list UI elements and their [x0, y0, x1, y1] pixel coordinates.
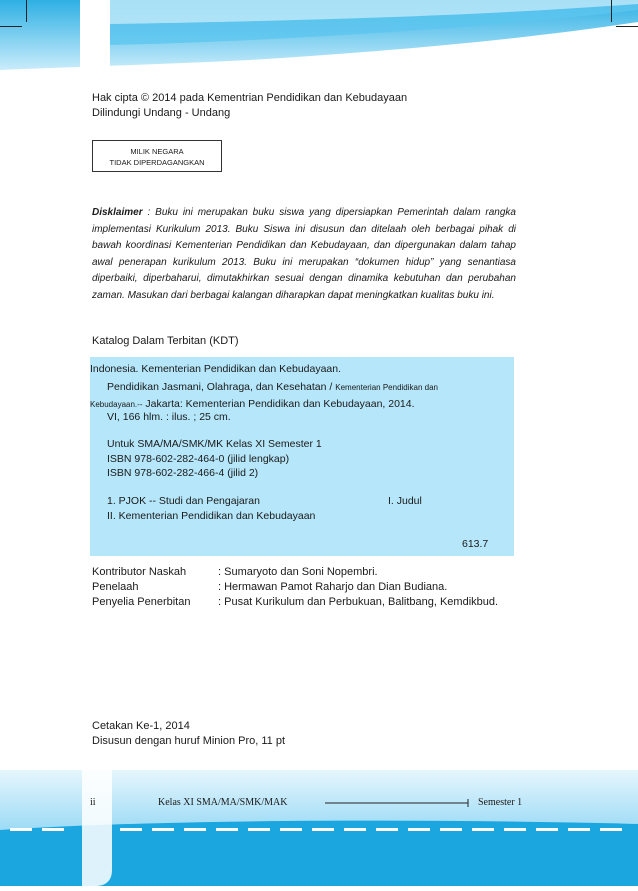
- catalog-isbn-2: ISBN 978-602-282-466-4 (jilid 2): [107, 467, 259, 479]
- credit-role-reviewer: Penelaah: [92, 581, 139, 593]
- credit-value-contributor: : Sumaryoto dan Soni Nopembri.: [218, 566, 378, 578]
- credit-value-publisher: : Pusat Kurikulum dan Perbukuan, Balitbang, Kemdikbud.: [218, 596, 499, 608]
- copyright-line: Hak cipta © 2014 pada Kementrian Pendidikan dan Kebudayaan: [92, 92, 408, 104]
- state-property-stamp: [92, 140, 222, 172]
- catalog-class-number: 613.7: [462, 538, 489, 550]
- catalog-line-2: [107, 380, 438, 395]
- crop-mark: [0, 26, 22, 27]
- catalog-line-5: Untuk SMA/MA/SMK/MK Kelas XI Semester 1: [107, 438, 322, 450]
- catalog-line-4: VI, 166 hlm. : ilus. ; 25 cm.: [107, 411, 231, 423]
- catalog-line-3a: Kebudayaan.--: [90, 400, 143, 409]
- credit-role-contributor: Kontributor Naskah: [92, 566, 187, 578]
- page-number: ii: [90, 797, 96, 808]
- credit-role-publisher: Penyelia Penerbitan: [92, 596, 191, 608]
- stamp-line-1: MILIK NEGARA: [130, 147, 184, 156]
- catalog-line-1: Indonesia. Kementerian Pendidikan dan Kebudayaan.: [90, 363, 342, 375]
- disclaimer-text: : Buku ini merupakan buku siswa yang dipersiapkan Pemerintah dalam rangka implementasi Kurikulum 2013. Buku Siswa ini disusun dan ditelaah oleh berbagai pihak di bawah koordinasi Kementerian Pendidikan dan Kebudayaan, dan dipergunakan dalam tahap awal penerapan kurikulum 2013. Buku ini merupakan “dokumen hidup” yang senantiasa diperbaiki, diperbaharui, dimutakhirkan sesuai dengan dinamika kebutuhan dan perubahan zaman. Masukan dari berbagai kalangan diharapkan dapat meningkatkan kualitas buku ini.: [92, 207, 516, 301]
- protection-line: Dilindungi Undang - Undang: [92, 107, 231, 119]
- printing-edition: Cetakan Ke-1, 2014: [92, 720, 190, 732]
- catalog-line-3b: Jakarta: Kementerian Pendidikan dan Kebudayaan, 2014.: [145, 398, 415, 410]
- catalog-line-2a: Pendidikan Jasmani, Olahraga, dan Kesehatan /: [107, 381, 333, 393]
- catalog-subject-2: II. Kementerian Pendidikan dan Kebudayaan: [107, 510, 316, 522]
- disclaimer-label: Disklaimer: [92, 207, 143, 218]
- footer-semester: Semester 1: [478, 797, 523, 808]
- crop-mark: [26, 0, 27, 22]
- catalog-line-2b: Kementerian Pendidikan dan: [335, 383, 438, 392]
- disclaimer-paragraph: [92, 205, 516, 304]
- spine-gap: [80, 0, 110, 72]
- catalog-isbn-1: ISBN 978-602-282-464-0 (jilid lengkap): [107, 453, 290, 465]
- catalog-heading: Katalog Dalam Terbitan (KDT): [92, 335, 239, 347]
- printing-typeface: Disusun dengan huruf Minion Pro, 11 pt: [92, 735, 286, 747]
- catalog-title-entry: I. Judul: [388, 495, 422, 507]
- footer-class-title: Kelas XI SMA/MA/SMK/MAK: [158, 797, 288, 808]
- crop-mark: [611, 0, 612, 22]
- catalog-subject-1: 1. PJOK -- Studi dan Pengajaran: [107, 495, 260, 507]
- crop-mark: [616, 26, 638, 27]
- stamp-line-2: TIDAK DIPERDAGANGKAN: [109, 158, 205, 167]
- footer-wave-band: [0, 770, 638, 886]
- credit-value-reviewer: : Hermawan Pamot Raharjo dan Dian Budiana.: [218, 581, 448, 593]
